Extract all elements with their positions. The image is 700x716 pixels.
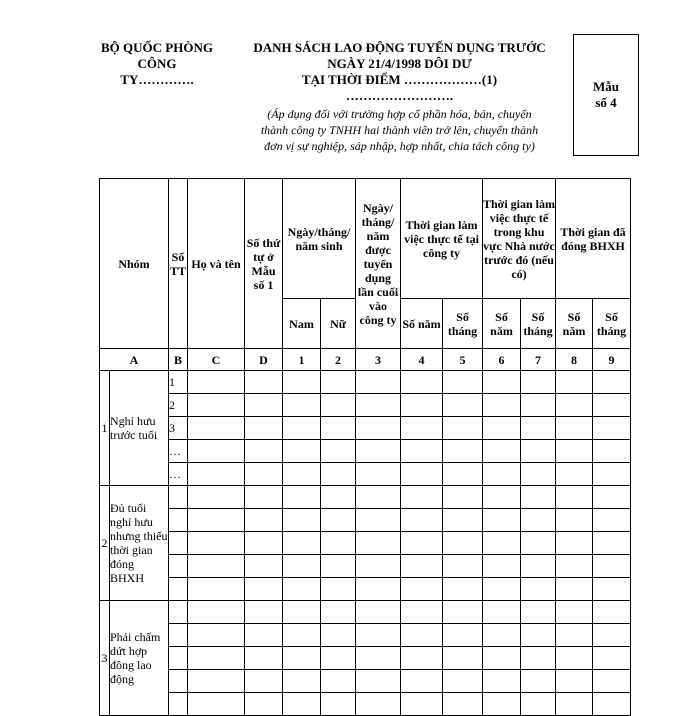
empty-data-cell <box>245 486 283 509</box>
form-number: số 4 <box>595 95 617 110</box>
empty-data-cell <box>245 532 283 555</box>
column-index-cell: C <box>188 349 245 371</box>
empty-data-cell <box>483 578 521 601</box>
empty-data-cell <box>443 440 483 463</box>
empty-data-cell <box>593 532 631 555</box>
header-birth-date: Ngày/tháng/ năm sinh <box>283 179 356 299</box>
row-number-cell <box>169 578 188 601</box>
empty-data-cell <box>188 463 245 486</box>
empty-data-cell <box>556 693 593 716</box>
empty-data-cell <box>483 647 521 670</box>
ministry-name: BỘ QUỐC PHÒNG <box>101 40 213 55</box>
company-label: CÔNG <box>137 56 177 71</box>
empty-data-cell <box>321 394 356 417</box>
empty-data-cell <box>521 440 556 463</box>
empty-data-cell <box>593 670 631 693</box>
empty-data-cell <box>401 555 443 578</box>
empty-data-cell <box>483 693 521 716</box>
empty-data-cell <box>245 371 283 394</box>
empty-data-cell <box>321 509 356 532</box>
empty-data-cell <box>283 693 321 716</box>
empty-data-cell <box>593 509 631 532</box>
table-row <box>100 440 631 463</box>
column-index-row <box>100 349 631 371</box>
table-row <box>100 693 631 716</box>
column-index-cell: D <box>245 349 283 371</box>
empty-data-cell <box>521 555 556 578</box>
empty-data-cell <box>443 509 483 532</box>
empty-data-cell <box>188 486 245 509</box>
empty-data-cell <box>283 509 321 532</box>
empty-data-cell <box>401 371 443 394</box>
empty-data-cell <box>401 417 443 440</box>
empty-data-cell <box>443 532 483 555</box>
group-label: Đủ tuổi nghỉ hưu nhưng thiếu thời gian đóng BHXH <box>110 486 169 601</box>
row-number-cell <box>169 693 188 716</box>
document-title <box>232 40 567 104</box>
empty-data-cell <box>321 555 356 578</box>
empty-data-cell <box>556 647 593 670</box>
row-number-cell: … <box>169 463 188 486</box>
empty-data-cell <box>321 532 356 555</box>
row-number-cell <box>169 647 188 670</box>
empty-data-cell <box>401 394 443 417</box>
header-years: Số năm <box>556 299 593 349</box>
row-number-cell: 1 <box>169 371 188 394</box>
empty-data-cell <box>521 417 556 440</box>
empty-data-cell <box>188 509 245 532</box>
empty-data-cell <box>401 624 443 647</box>
row-number-cell <box>169 624 188 647</box>
group-label: Nghỉ hưu trước tuổi <box>110 371 169 486</box>
empty-data-cell <box>556 486 593 509</box>
empty-data-cell <box>356 371 401 394</box>
column-index-cell: 6 <box>483 349 521 371</box>
empty-data-cell <box>483 463 521 486</box>
empty-data-cell <box>593 394 631 417</box>
header-years: Số năm <box>401 299 443 349</box>
note-line-1: (Áp dụng đối với trường hợp cổ phần hóa, bán, chuyển <box>267 107 532 121</box>
empty-data-cell <box>443 624 483 647</box>
empty-data-cell <box>321 463 356 486</box>
row-number-cell <box>169 555 188 578</box>
empty-data-cell <box>483 486 521 509</box>
empty-data-cell <box>283 371 321 394</box>
empty-data-cell <box>188 647 245 670</box>
row-number-cell: … <box>169 440 188 463</box>
empty-data-cell <box>401 440 443 463</box>
column-index-cell: 7 <box>521 349 556 371</box>
empty-data-cell <box>556 463 593 486</box>
empty-data-cell <box>245 417 283 440</box>
header-group: Nhóm <box>100 179 169 349</box>
empty-data-cell <box>321 601 356 624</box>
empty-data-cell <box>556 532 593 555</box>
empty-data-cell <box>188 417 245 440</box>
empty-data-cell <box>443 670 483 693</box>
empty-data-cell <box>245 440 283 463</box>
header-state-sector-tenure: Thời gian làm việc thực tế trong khu vực Nhà nước trước đó (nếu có) <box>483 179 556 299</box>
empty-data-cell <box>356 601 401 624</box>
empty-data-cell <box>483 532 521 555</box>
table-row <box>100 509 631 532</box>
empty-data-cell <box>321 670 356 693</box>
empty-data-cell <box>521 601 556 624</box>
form-number-box <box>573 34 639 156</box>
title-line-3: TẠI THỜI ĐIỂM ………………(1) <box>301 72 498 87</box>
empty-data-cell <box>443 486 483 509</box>
empty-data-cell <box>188 555 245 578</box>
empty-data-cell <box>593 555 631 578</box>
empty-data-cell <box>483 371 521 394</box>
empty-data-cell <box>521 509 556 532</box>
empty-data-cell <box>245 555 283 578</box>
header-male: Nam <box>283 299 321 349</box>
empty-data-cell <box>283 555 321 578</box>
empty-data-cell <box>321 371 356 394</box>
group-number: 1 <box>100 371 110 486</box>
table-row <box>100 486 631 509</box>
empty-data-cell <box>521 670 556 693</box>
empty-data-cell <box>556 578 593 601</box>
row-number-cell: 3 <box>169 417 188 440</box>
empty-data-cell <box>443 647 483 670</box>
table-row <box>100 394 631 417</box>
empty-data-cell <box>245 624 283 647</box>
table-row <box>100 601 631 624</box>
empty-data-cell <box>521 693 556 716</box>
table-row <box>100 371 631 394</box>
empty-data-cell <box>521 532 556 555</box>
empty-data-cell <box>188 624 245 647</box>
row-number-cell <box>169 670 188 693</box>
empty-data-cell <box>443 394 483 417</box>
empty-data-cell <box>188 670 245 693</box>
empty-data-cell <box>521 394 556 417</box>
table-row <box>100 463 631 486</box>
empty-data-cell <box>283 532 321 555</box>
group-number: 3 <box>100 601 110 716</box>
empty-data-cell <box>356 693 401 716</box>
header-form1-number: Số thứ tự ở Mẫu số 1 <box>245 179 283 349</box>
empty-data-cell <box>356 509 401 532</box>
empty-data-cell <box>443 371 483 394</box>
empty-data-cell <box>443 463 483 486</box>
empty-data-cell <box>245 670 283 693</box>
empty-data-cell <box>283 647 321 670</box>
ministry-header <box>92 40 222 88</box>
empty-data-cell <box>321 417 356 440</box>
empty-data-cell <box>483 509 521 532</box>
empty-data-cell <box>483 417 521 440</box>
header-female: Nữ <box>321 299 356 349</box>
employee-list-table <box>99 178 631 716</box>
empty-data-cell <box>483 555 521 578</box>
header-months: Số tháng <box>521 299 556 349</box>
empty-data-cell <box>401 463 443 486</box>
empty-data-cell <box>443 578 483 601</box>
empty-data-cell <box>283 624 321 647</box>
empty-data-cell <box>283 417 321 440</box>
header-social-insurance-time: Thời gian đã đóng BHXH <box>556 179 631 299</box>
empty-data-cell <box>593 624 631 647</box>
header-hire-date: Ngày/ tháng/ năm được tuyển dụng lần cuối vào công ty <box>356 179 401 349</box>
header-months: Số tháng <box>593 299 631 349</box>
note-line-3: đơn vị sự nghiệp, sáp nhập, hợp nhất, chia tách công ty) <box>264 139 535 153</box>
empty-data-cell <box>356 463 401 486</box>
empty-data-cell <box>556 371 593 394</box>
company-name-blank: TY…………. <box>120 72 194 87</box>
header-months: Số tháng <box>443 299 483 349</box>
empty-data-cell <box>245 647 283 670</box>
empty-data-cell <box>443 601 483 624</box>
empty-data-cell <box>401 670 443 693</box>
empty-data-cell <box>356 486 401 509</box>
row-number-cell: 2 <box>169 394 188 417</box>
empty-data-cell <box>521 486 556 509</box>
empty-data-cell <box>321 578 356 601</box>
header-company-tenure: Thời gian làm việc thực tế tại công ty <box>401 179 483 299</box>
empty-data-cell <box>283 670 321 693</box>
empty-data-cell <box>556 601 593 624</box>
header-years: Số năm <box>483 299 521 349</box>
table-row <box>100 670 631 693</box>
title-line-4: ……………………. <box>345 88 454 103</box>
empty-data-cell <box>283 394 321 417</box>
empty-data-cell <box>356 394 401 417</box>
empty-data-cell <box>521 647 556 670</box>
empty-data-cell <box>483 624 521 647</box>
empty-data-cell <box>188 440 245 463</box>
empty-data-cell <box>401 486 443 509</box>
empty-data-cell <box>401 509 443 532</box>
column-index-cell: A <box>100 349 169 371</box>
empty-data-cell <box>245 601 283 624</box>
empty-data-cell <box>593 371 631 394</box>
empty-data-cell <box>188 371 245 394</box>
empty-data-cell <box>245 509 283 532</box>
row-number-cell <box>169 486 188 509</box>
empty-data-cell <box>401 601 443 624</box>
group-number: 2 <box>100 486 110 601</box>
empty-data-cell <box>556 509 593 532</box>
table-row <box>100 578 631 601</box>
empty-data-cell <box>593 440 631 463</box>
row-number-cell <box>169 601 188 624</box>
empty-data-cell <box>245 693 283 716</box>
empty-data-cell <box>521 624 556 647</box>
column-index-cell: 8 <box>556 349 593 371</box>
empty-data-cell <box>283 601 321 624</box>
empty-data-cell <box>521 463 556 486</box>
title-line-2: NGÀY 21/4/1998 DÔI DƯ <box>327 56 472 71</box>
table-row <box>100 417 631 440</box>
empty-data-cell <box>483 670 521 693</box>
empty-data-cell <box>521 371 556 394</box>
empty-data-cell <box>188 394 245 417</box>
empty-data-cell <box>593 647 631 670</box>
table-row <box>100 555 631 578</box>
form-label: Mẫu <box>593 79 619 94</box>
empty-data-cell <box>593 601 631 624</box>
column-index-cell: 4 <box>401 349 443 371</box>
empty-data-cell <box>188 532 245 555</box>
empty-data-cell <box>356 440 401 463</box>
column-index-cell: 3 <box>356 349 401 371</box>
table-row <box>100 647 631 670</box>
empty-data-cell <box>443 417 483 440</box>
applicability-note <box>232 106 567 154</box>
empty-data-cell <box>556 394 593 417</box>
empty-data-cell <box>321 647 356 670</box>
empty-data-cell <box>556 624 593 647</box>
empty-data-cell <box>188 693 245 716</box>
empty-data-cell <box>483 394 521 417</box>
column-index-cell: 5 <box>443 349 483 371</box>
table-row <box>100 532 631 555</box>
column-index-cell: 1 <box>283 349 321 371</box>
empty-data-cell <box>443 693 483 716</box>
empty-data-cell <box>356 647 401 670</box>
empty-data-cell <box>245 394 283 417</box>
empty-data-cell <box>321 486 356 509</box>
header-full-name: Họ và tên <box>188 179 245 349</box>
column-index-cell: 9 <box>593 349 631 371</box>
empty-data-cell <box>356 555 401 578</box>
empty-data-cell <box>556 670 593 693</box>
empty-data-cell <box>321 440 356 463</box>
empty-data-cell <box>593 693 631 716</box>
empty-data-cell <box>283 578 321 601</box>
row-number-cell <box>169 509 188 532</box>
empty-data-cell <box>593 486 631 509</box>
empty-data-cell <box>188 578 245 601</box>
group-label: Phải chấm dứt hợp đồng lao động <box>110 601 169 716</box>
empty-data-cell <box>556 440 593 463</box>
empty-data-cell <box>401 693 443 716</box>
empty-data-cell <box>356 624 401 647</box>
empty-data-cell <box>556 555 593 578</box>
empty-data-cell <box>245 463 283 486</box>
empty-data-cell <box>321 624 356 647</box>
empty-data-cell <box>401 647 443 670</box>
note-line-2: thành công ty TNHH hai thành viên trở lên, chuyển thành <box>260 123 539 137</box>
table-row <box>100 624 631 647</box>
empty-data-cell <box>443 555 483 578</box>
empty-data-cell <box>245 578 283 601</box>
column-index-cell: 2 <box>321 349 356 371</box>
row-number-cell <box>169 532 188 555</box>
empty-data-cell <box>556 417 593 440</box>
empty-data-cell <box>401 578 443 601</box>
empty-data-cell <box>593 463 631 486</box>
empty-data-cell <box>593 417 631 440</box>
empty-data-cell <box>356 670 401 693</box>
empty-data-cell <box>483 440 521 463</box>
empty-data-cell <box>283 486 321 509</box>
header-stt: Số TT <box>169 179 188 349</box>
empty-data-cell <box>356 417 401 440</box>
empty-data-cell <box>593 578 631 601</box>
empty-data-cell <box>283 463 321 486</box>
empty-data-cell <box>401 532 443 555</box>
empty-data-cell <box>283 440 321 463</box>
empty-data-cell <box>356 578 401 601</box>
empty-data-cell <box>356 532 401 555</box>
title-line-1: DANH SÁCH LAO ĐỘNG TUYỂN DỤNG TRƯỚC <box>253 40 546 55</box>
column-index-cell: B <box>169 349 188 371</box>
empty-data-cell <box>521 578 556 601</box>
empty-data-cell <box>483 601 521 624</box>
empty-data-cell <box>321 693 356 716</box>
empty-data-cell <box>188 601 245 624</box>
